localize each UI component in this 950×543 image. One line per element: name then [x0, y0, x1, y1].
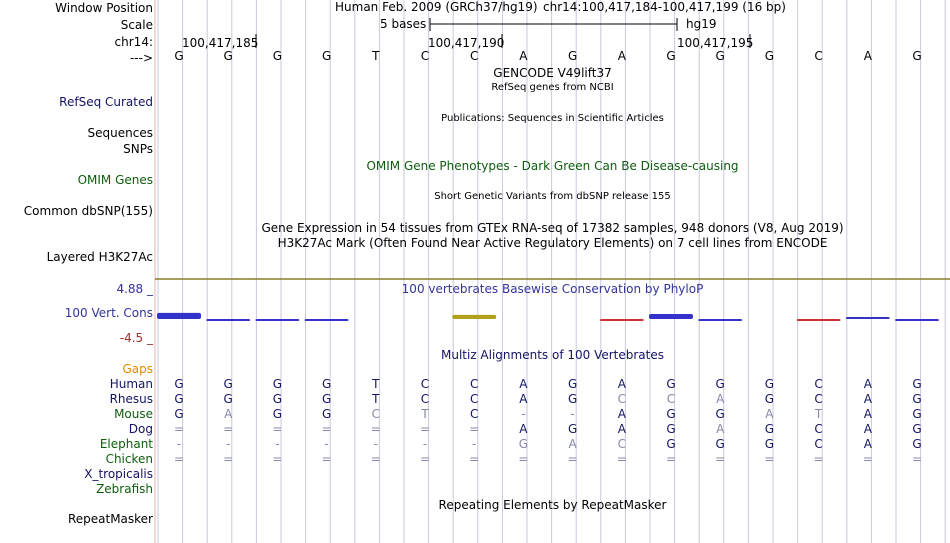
chrom-label: chr14: [114, 35, 153, 49]
alignment-base: G [715, 437, 725, 451]
gencode-track-title[interactable]: GENCODE V49lift37 [493, 66, 612, 80]
alignment-base: C [814, 437, 823, 451]
alignment-base: G [912, 422, 922, 436]
reference-base: A [519, 49, 528, 63]
phylop-track-title[interactable]: 100 vertebrates Basewise Conservation by PhyloP [401, 282, 704, 296]
ruler-tick-label: 100,417,190 [428, 36, 505, 50]
position-readout: chr14:100,417,184-100,417,199 (16 bp) [543, 0, 786, 14]
alignment-base: A [716, 392, 725, 406]
alignment-base: C [814, 377, 823, 391]
alignment-base: - [422, 437, 428, 451]
alignment-base: G [912, 407, 922, 421]
repeatmasker-track-title[interactable]: Repeating Elements by RepeatMasker [438, 498, 667, 512]
alignment-base: - [176, 437, 182, 451]
alignment-base: A [716, 422, 725, 436]
alignment-base: T [372, 377, 380, 391]
scale-db: hg19 [686, 17, 717, 31]
species-label[interactable]: Chicken [105, 452, 153, 466]
species-label[interactable]: Human [109, 377, 153, 391]
alignment-base: G [321, 407, 332, 421]
alignment-base: G [272, 377, 283, 391]
alignment-base: G [666, 422, 676, 436]
alignment-base: = [469, 452, 480, 466]
phylop-bar [600, 319, 644, 321]
alignment-base: T [814, 407, 823, 421]
reference-base: G [174, 49, 184, 63]
alignment-base: - [570, 407, 575, 421]
alignment-base: = [223, 422, 234, 436]
alignment-base: G [223, 392, 233, 406]
reference-base: G [912, 49, 922, 63]
vert-cons-label[interactable]: 100 Vert. Cons [64, 306, 153, 320]
reference-base: G [567, 49, 578, 63]
alignment-base: - [472, 437, 477, 451]
alignment-base: = [173, 452, 185, 466]
alignment-base: A [863, 392, 872, 406]
species-label[interactable]: Mouse [114, 407, 153, 421]
refseq-track-subtitle: RefSeq genes from NCBI [491, 82, 614, 93]
strand-arrow-label: ---> [129, 51, 153, 65]
window-position-label: Window Position [55, 1, 153, 15]
reference-base: C [420, 49, 430, 63]
scale-label: Scale [120, 18, 153, 32]
alignment-base: = [911, 452, 923, 466]
alignment-base: G [567, 377, 578, 391]
reference-base: C [469, 49, 479, 63]
alignment-base: A [863, 407, 872, 421]
assembly-title: Human Feb. 2009 (GRCh37/hg19) [335, 0, 538, 14]
alignment-base: = [813, 452, 824, 466]
reference-base: G [272, 49, 283, 63]
phylop-bar [895, 319, 939, 321]
alignment-base: A [863, 422, 872, 436]
alignment-base: G [715, 377, 725, 391]
phylop-max-label: 4.88 _ [116, 282, 153, 296]
phylop-bar [305, 319, 349, 321]
alignment-base: G [764, 437, 775, 451]
alignment-base: = [321, 452, 332, 466]
alignment-base: C [814, 422, 823, 436]
alignment-base: G [912, 392, 922, 406]
scale-text: 5 bases [380, 17, 427, 31]
alignment-base: C [371, 407, 380, 421]
phylop-bar [206, 319, 250, 321]
alignment-base: G [223, 377, 233, 391]
alignment-base: = [321, 422, 332, 436]
snps-label[interactable]: SNPs [123, 142, 153, 156]
reference-base: G [764, 49, 775, 63]
alignment-base: = [223, 452, 234, 466]
alignment-base: A [519, 377, 528, 391]
alignment-base: T [372, 392, 380, 406]
phylop-bar [698, 319, 742, 321]
phylop-bar [797, 319, 841, 321]
multiz-track-title[interactable]: Multiz Alignments of 100 Vertebrates [440, 348, 665, 362]
alignment-base: - [521, 407, 526, 421]
reference-base: T [372, 49, 380, 63]
h3k27ac-track-title[interactable]: H3K27Ac Mark (Often Found Near Active Regulatory Elements) on 7 cell lines from ENCODE [277, 236, 828, 250]
alignment-base: = [518, 452, 529, 466]
alignment-base: C [617, 392, 626, 406]
alignment-base: - [226, 437, 231, 451]
alignment-base: = [419, 452, 431, 466]
gtex-track-title[interactable]: Gene Expression in 54 tissues from GTEx RNA-seq of 17382 samples, 948 donors (V8, Aug 2019) [261, 221, 844, 235]
species-label[interactable]: X_tropicalis [84, 467, 153, 481]
alignment-base: C [469, 407, 479, 421]
alignment-base: A [863, 377, 872, 391]
repeatmasker-label[interactable]: RepeatMasker [67, 512, 153, 526]
alignment-base: G [764, 422, 775, 436]
alignment-base: A [863, 437, 872, 451]
alignment-base: = [862, 452, 873, 466]
reference-base: G [321, 49, 332, 63]
species-label[interactable]: Dog [128, 422, 153, 436]
alignment-base: G [764, 392, 775, 406]
publications-track-title[interactable]: Publications: Sequences in Scientific Articles [441, 113, 664, 124]
alignment-base: G [321, 392, 332, 406]
phylop-bar [846, 317, 890, 319]
ruler-tick-label: 100,417,195 [677, 36, 754, 50]
alignment-base: C [420, 377, 430, 391]
alignment-base: = [173, 422, 185, 436]
alignment-base: G [518, 437, 529, 451]
alignment-base: G [272, 407, 283, 421]
species-label[interactable]: Elephant [99, 437, 153, 451]
alignment-base: G [715, 407, 725, 421]
ruler-tick-label: 100,417,185 [182, 36, 259, 50]
omim-track-title[interactable]: OMIM Gene Phenotypes - Dark Green Can Be Disease-causing [366, 159, 739, 173]
alignment-base: G [174, 392, 184, 406]
alignment-base: C [469, 377, 479, 391]
alignment-base: A [519, 392, 528, 406]
phylop-bar [649, 314, 693, 319]
alignment-base: = [715, 452, 726, 466]
alignment-base: G [666, 407, 676, 421]
alignment-base: A [617, 407, 626, 421]
alignment-base: = [419, 422, 431, 436]
gaps-label[interactable]: Gaps [122, 362, 153, 376]
phylop-bar [452, 315, 496, 319]
layered-h3k27ac-label[interactable]: Layered H3K27Ac [46, 250, 153, 264]
alignment-base: - [373, 437, 378, 451]
alignment-base: A [765, 407, 774, 421]
alignment-base: G [321, 377, 332, 391]
alignment-base: G [912, 437, 922, 451]
alignment-base: A [568, 437, 577, 451]
reference-base: G [223, 49, 233, 63]
phylop-bar [157, 313, 201, 319]
reference-base: A [863, 49, 872, 63]
alignment-base: A [617, 422, 626, 436]
phylop-bar [255, 319, 299, 321]
alignment-base: G [567, 422, 578, 436]
alignment-base: T [421, 407, 429, 421]
reference-base: G [715, 49, 725, 63]
alignment-base: G [666, 437, 676, 451]
alignment-base: G [666, 377, 676, 391]
alignment-base: = [469, 422, 480, 436]
alignment-base: G [272, 392, 283, 406]
refseq-curated-label[interactable]: RefSeq Curated [59, 95, 153, 109]
alignment-base: G [764, 377, 775, 391]
species-label[interactable]: Zebrafish [96, 482, 153, 496]
alignment-base: A [519, 422, 528, 436]
alignment-base: = [370, 452, 381, 466]
alignment-base: G [174, 377, 184, 391]
alignment-base: A [224, 407, 233, 421]
alignment-base: = [370, 422, 381, 436]
alignment-base: G [567, 392, 578, 406]
alignment-base: C [420, 392, 430, 406]
reference-base: A [617, 49, 626, 63]
reference-base: C [814, 49, 823, 63]
alignment-base: = [567, 452, 578, 466]
alignment-base: - [324, 437, 329, 451]
alignment-base: C [469, 392, 479, 406]
common-dbsnp-label[interactable]: Common dbSNP(155) [23, 204, 153, 218]
alignment-base: = [764, 452, 775, 466]
dbsnp-track-title[interactable]: Short Genetic Variants from dbSNP release 155 [434, 191, 671, 202]
alignment-base: = [272, 452, 283, 466]
alignment-base: G [912, 377, 922, 391]
alignment-base: = [272, 422, 283, 436]
alignment-base: C [617, 437, 626, 451]
alignment-base: = [616, 452, 627, 466]
species-label[interactable]: Rhesus [109, 392, 153, 406]
sequences-label[interactable]: Sequences [87, 126, 153, 140]
alignment-base: C [814, 392, 823, 406]
alignment-base: A [617, 377, 626, 391]
reference-base: G [666, 49, 676, 63]
alignment-base: = [665, 452, 677, 466]
omim-genes-label[interactable]: OMIM Genes [77, 173, 153, 187]
phylop-min-label: -4.5 _ [119, 331, 153, 345]
alignment-base: G [174, 407, 184, 421]
alignment-base: - [275, 437, 280, 451]
alignment-base: C [666, 392, 676, 406]
